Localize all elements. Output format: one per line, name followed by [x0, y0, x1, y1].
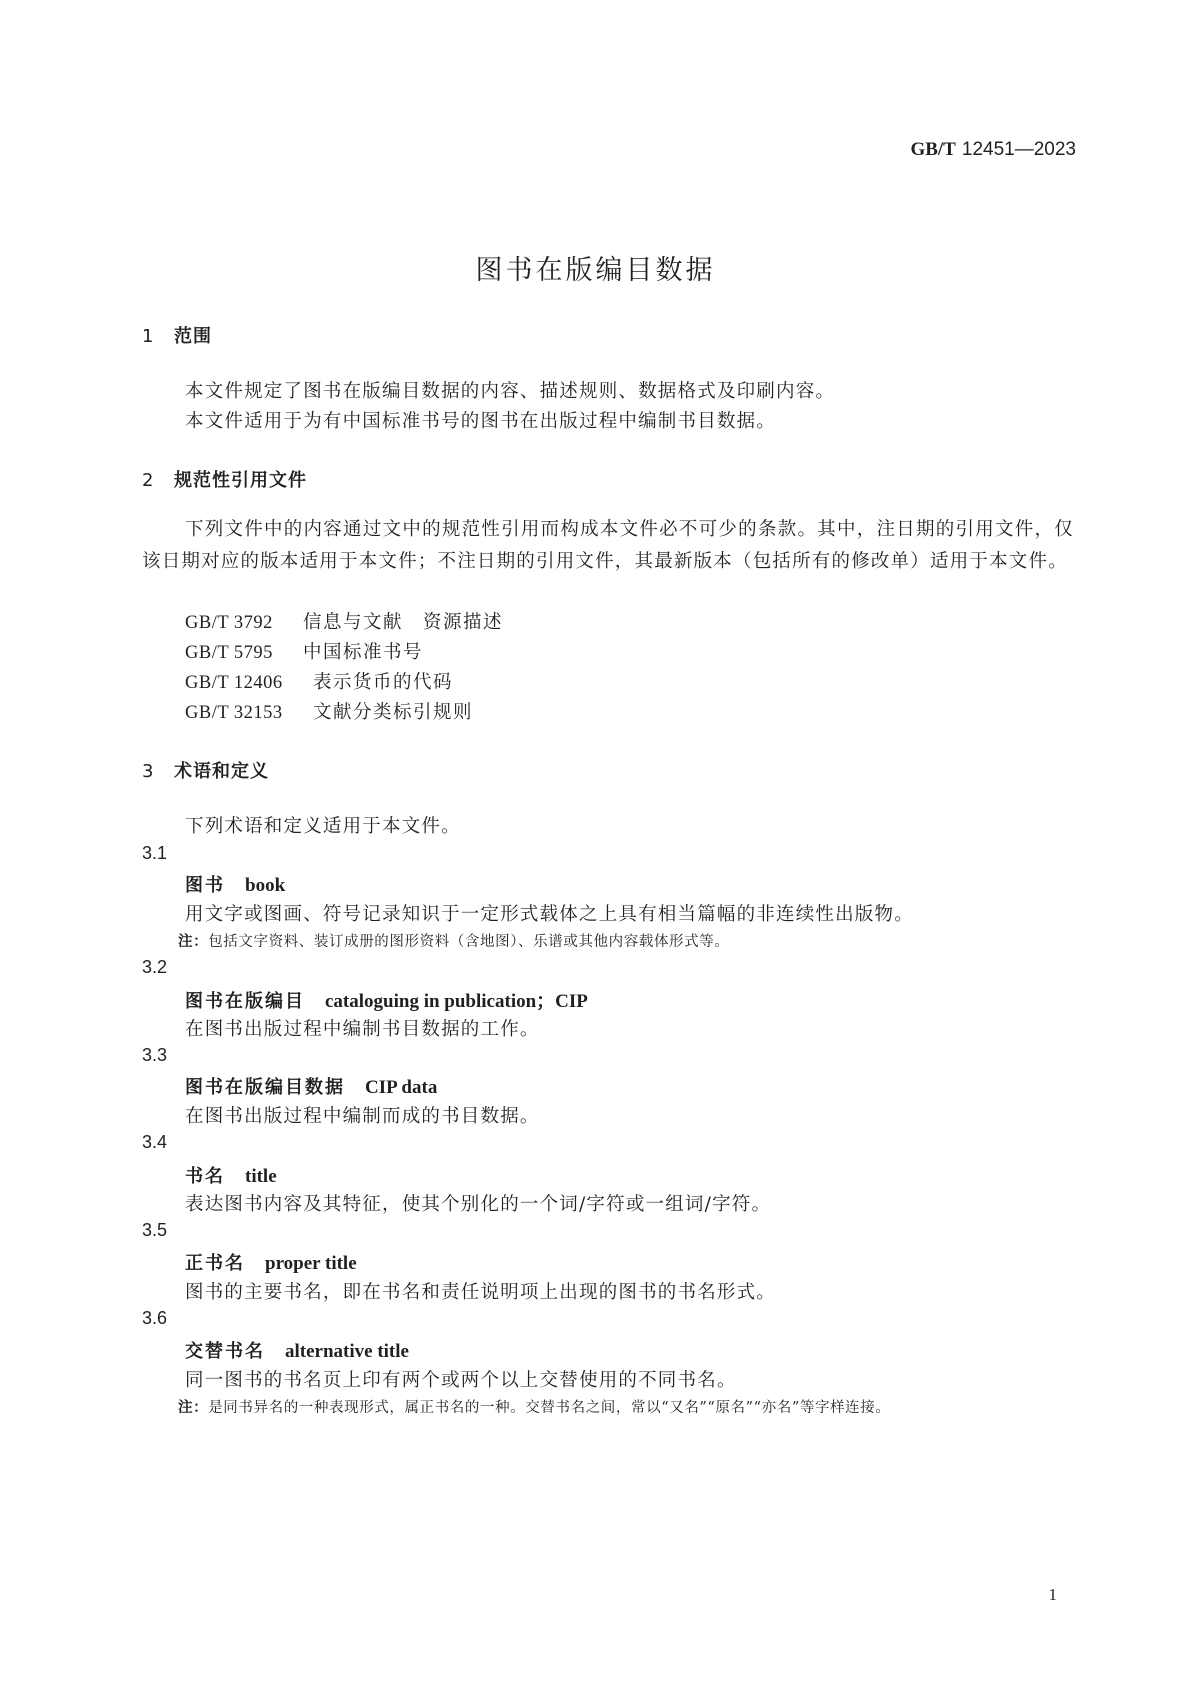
term-zh: 正书名	[185, 1253, 245, 1274]
reference-title: 中国标准书号	[303, 642, 424, 663]
term-en: book	[245, 875, 286, 896]
reference-title: 信息与文献 资源描述	[303, 612, 504, 633]
term-note	[178, 1396, 890, 1417]
clause-number: 3.4	[142, 1132, 168, 1152]
reference-item	[185, 698, 473, 724]
term-en: CIP data	[365, 1077, 438, 1098]
section-title: 术语和定义	[174, 761, 269, 782]
section-number: 1	[142, 326, 155, 347]
note-label: 注：	[178, 1400, 209, 1416]
section-number: 2	[142, 470, 155, 491]
clause-number: 3.3	[142, 1045, 168, 1065]
term-entry	[185, 1073, 437, 1099]
note-text: 包括文字资料、装订成册的图形资料（含地图）、乐谱或其他内容载体形式等。	[208, 934, 730, 950]
section-heading-normative-references	[142, 466, 307, 492]
reference-code: GB/T 5795	[185, 643, 273, 663]
term-definition: 表达图书内容及其特征，使其个别化的一个词/字符或一组词/字符。	[185, 1194, 772, 1215]
term-en: proper title	[265, 1253, 357, 1274]
reference-code: GB/T 32153	[185, 703, 283, 723]
term-definition: 在图书出版过程中编制而成的书目数据。	[185, 1106, 540, 1127]
term-entry	[185, 871, 285, 897]
term-zh: 书名	[185, 1166, 225, 1187]
reference-title: 文献分类标引规则	[313, 702, 474, 723]
term-entry	[185, 1249, 357, 1275]
term-entry	[185, 986, 588, 1013]
reference-item	[185, 608, 503, 634]
term-en: alternative title	[285, 1341, 409, 1362]
term-note	[178, 930, 729, 951]
clause-number: 3.1	[142, 843, 168, 863]
reference-code: GB/T 12406	[185, 673, 283, 693]
standard-code	[910, 138, 1076, 161]
terms-intro: 下列术语和定义适用于本文件。	[185, 816, 461, 837]
document-title: 图书在版编目数据	[475, 255, 716, 286]
term-definition: 同一图书的书名页上印有两个或两个以上交替使用的不同书名。	[185, 1370, 737, 1391]
scope-paragraph: 本文件规定了图书在版编目数据的内容、描述规则、数据格式及印刷内容。	[185, 381, 836, 402]
reference-item	[185, 668, 453, 694]
normative-references-intro: 下列文件中的内容通过文中的规范性引用而构成本文件必不可少的条款。其中，注日期的引用文件，仅该日期对应的版本适用于本文件；不注日期的引用文件，其最新版本（包括所有的修改单）适用于本文件。	[142, 519, 1074, 572]
term-definition: 在图书出版过程中编制书目数据的工作。	[185, 1019, 540, 1040]
clause-number: 3.6	[142, 1308, 168, 1328]
note-label: 注：	[178, 934, 209, 950]
section-heading-terms	[142, 757, 269, 783]
section-title: 范围	[174, 326, 212, 347]
reference-title: 表示货币的代码	[313, 672, 454, 693]
term-entry	[185, 1162, 277, 1188]
note-text: 是同书异名的一种表现形式，属正书名的一种。交替书名之间，常以“又名”“原名”“亦名”等字样连接。	[208, 1400, 891, 1416]
reference-item	[185, 638, 423, 664]
term-zh: 交替书名	[185, 1341, 265, 1362]
clause-number: 3.5	[142, 1220, 168, 1240]
reference-code: GB/T 3792	[185, 613, 273, 633]
term-zh: 图书在版编目数据	[185, 1077, 345, 1098]
term-entry	[185, 1337, 409, 1363]
scope-paragraph: 本文件适用于为有中国标准书号的图书在出版过程中编制书目数据。	[185, 411, 777, 432]
clause-number: 3.2	[142, 957, 168, 977]
term-zh: 图书	[185, 875, 225, 896]
term-zh: 图书在版编目	[185, 991, 305, 1012]
page-number: 1	[1048, 1585, 1057, 1604]
term-definition: 用文字或图画、符号记录知识于一定形式载体之上具有相当篇幅的非连续性出版物。	[185, 904, 914, 925]
term-en: title	[245, 1166, 277, 1187]
section-title: 规范性引用文件	[174, 470, 307, 491]
section-heading-scope	[142, 322, 212, 348]
section-number: 3	[142, 761, 155, 782]
term-definition: 图书的主要书名，即在书名和责任说明项上出现的图书的书名形式。	[185, 1282, 777, 1303]
standard-prefix: GB/T	[910, 139, 956, 160]
standard-number: 12451—2023	[961, 139, 1076, 160]
term-en: cataloguing in publication；CIP	[325, 991, 588, 1012]
